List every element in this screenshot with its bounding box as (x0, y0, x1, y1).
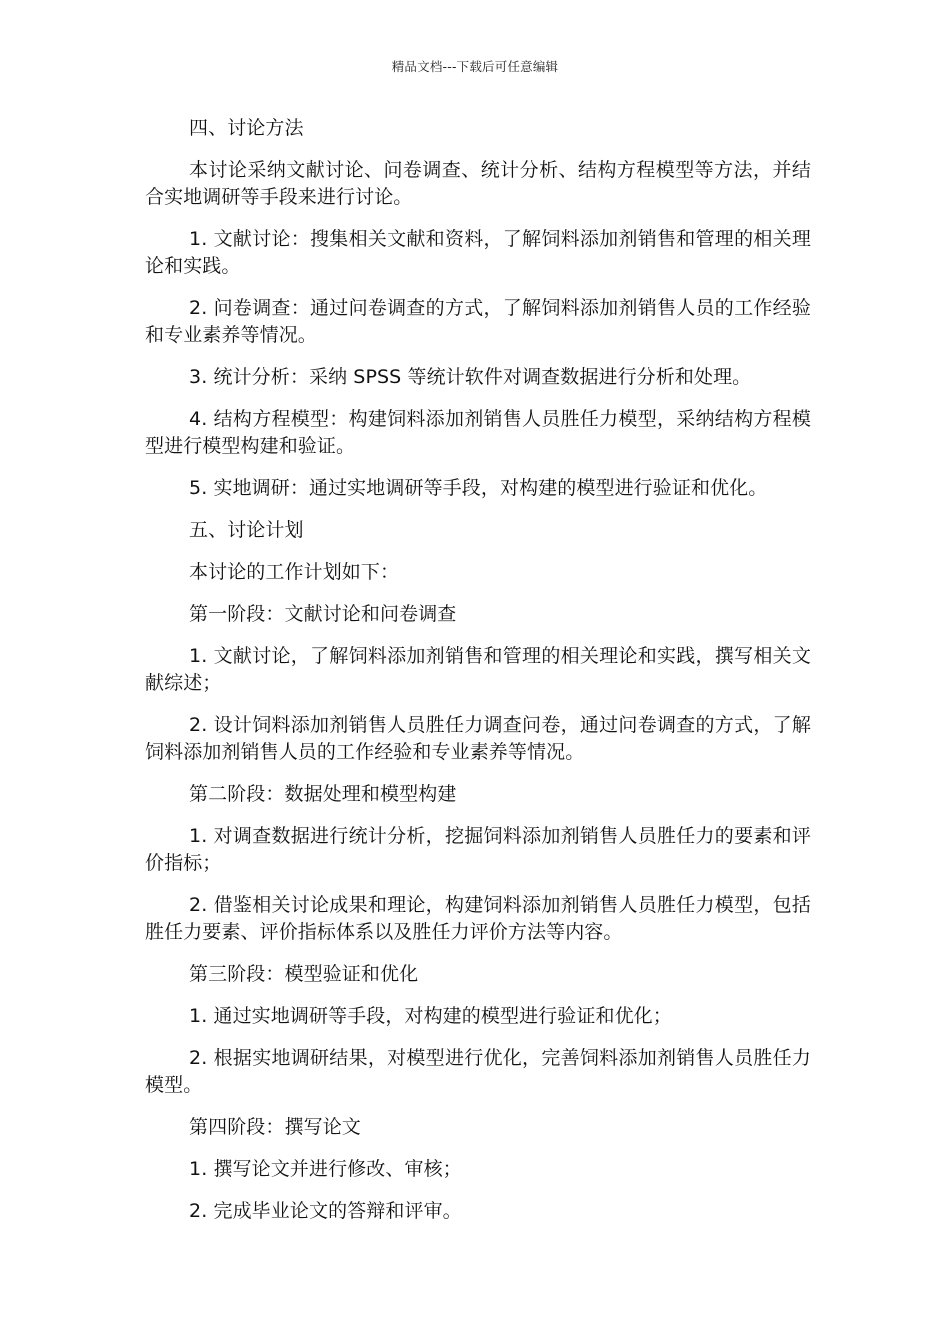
stage-4-item-1: 1. 撰写论文并进行修改、审核； (189, 1158, 462, 1180)
plan-intro: 本讨论的工作计划如下： (189, 561, 400, 583)
stage-heading-1: 第一阶段：文献讨论和问卷调查 (189, 603, 457, 625)
method-item-sem: 4. 结构方程模型：构建饲料添加剂销售人员胜任力模型，采纳结构方程模型进行模型构建和验证。 (145, 408, 811, 457)
section-heading-plan: 五、讨论计划 (189, 519, 304, 541)
stage-2-item-2: 2. 借鉴相关讨论成果和理论，构建饲料添加剂销售人员胜任力模型，包括胜任力要素、评价指标体系以及胜任力评价方法等内容。 (145, 894, 811, 943)
stage-4-item-2: 2. 完成毕业论文的答辩和评审。 (189, 1200, 462, 1222)
page-header: 精品文档---下载后可任意编辑 (391, 59, 559, 74)
stage-2-item-1: 1. 对调查数据进行统计分析，挖掘饲料添加剂销售人员胜任力的要素和评价指标； (145, 825, 811, 874)
method-item-fieldwork: 5. 实地调研：通过实地调研等手段，对构建的模型进行验证和优化。 (189, 477, 768, 499)
methods-intro: 本讨论采纳文献讨论、问卷调查、统计分析、结构方程模型等方法，并结合实地调研等手段来进行讨论。 (145, 159, 811, 208)
document-body (145, 115, 811, 1240)
stage-1-item-2: 2. 设计饲料添加剂销售人员胜任力调查问卷，通过问卷调查的方式，了解饲料添加剂销售人员的工作经验和专业素养等情况。 (145, 714, 811, 763)
method-item-literature: 1. 文献讨论：搜集相关文献和资料，了解饲料添加剂销售和管理的相关理论和实践。 (145, 228, 811, 277)
stage-3-item-2: 2. 根据实地调研结果，对模型进行优化，完善饲料添加剂销售人员胜任力模型。 (145, 1047, 811, 1096)
stage-1-item-1: 1. 文献讨论，了解饲料添加剂销售和管理的相关理论和实践，撰写相关文献综述； (145, 645, 811, 694)
method-item-statistics: 3. 统计分析：采纳 SPSS 等统计软件对调查数据进行分析和处理。 (189, 366, 752, 388)
section-heading-methods: 四、讨论方法 (189, 117, 304, 139)
stage-heading-2: 第二阶段：数据处理和模型构建 (189, 783, 457, 805)
stage-3-item-1: 1. 通过实地调研等手段，对构建的模型进行验证和优化； (189, 1005, 672, 1027)
stage-heading-4: 第四阶段：撰写论文 (189, 1116, 361, 1138)
stage-heading-3: 第三阶段：模型验证和优化 (189, 963, 419, 985)
method-item-questionnaire: 2. 问卷调查：通过问卷调查的方式，了解饲料添加剂销售人员的工作经验和专业素养等情况。 (145, 297, 811, 346)
